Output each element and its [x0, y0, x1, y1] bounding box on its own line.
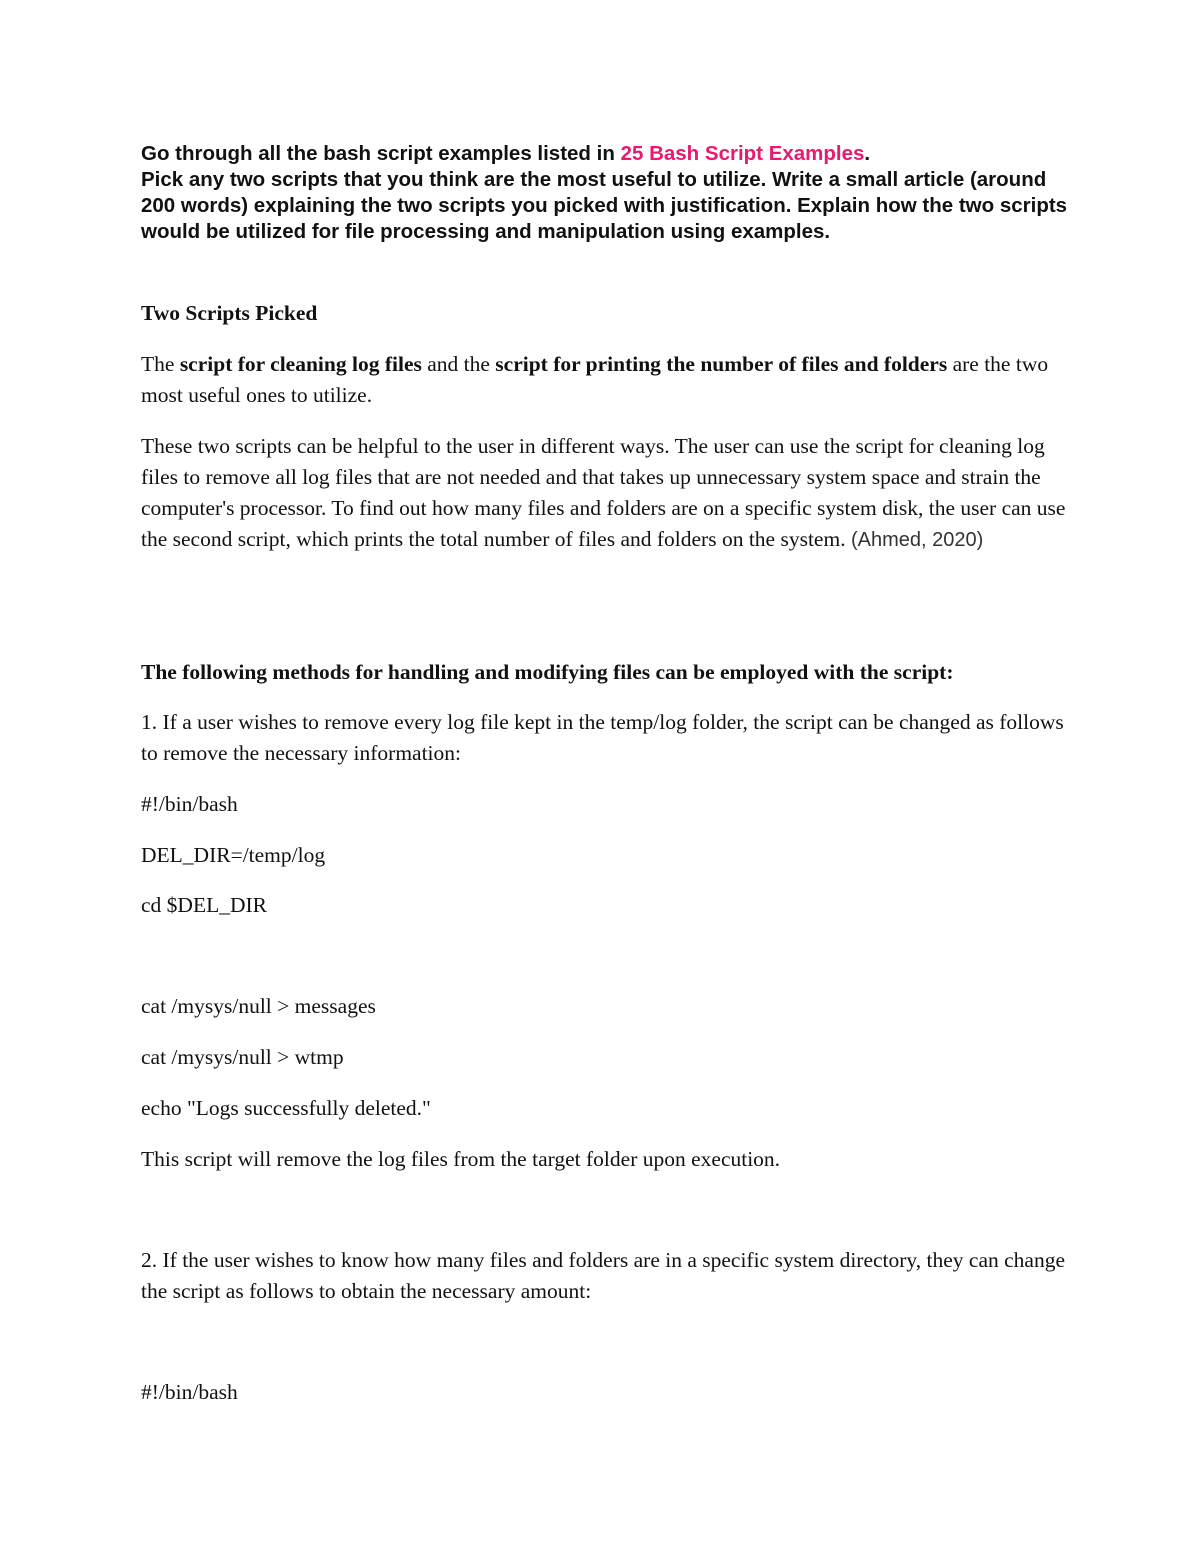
code-line: cat /mysys/null > messages [141, 994, 376, 1018]
method-item-2: 2. If the user wishes to know how many files and folders are in a specific system directory, they can change the script as follows to obtain the necessary amount: [141, 1248, 1066, 1303]
intro-text-c: and the [421, 352, 496, 376]
count-script-name: script for printing the number of files and folders [495, 352, 948, 376]
explanation-text: These two scripts can be helpful to the user in different ways. The user can use the script for cleaning log files to remove all log files that are not needed and that takes up unnecessary system space and strain the computer's processor. To find out how many files and folders are on a specific system disk, the user can use the second script, which prints the total number of files and folders on the system. [141, 434, 1066, 551]
section-heading-methods: The following methods for handling and modifying files can be employed with the script: [141, 660, 954, 684]
code-line: #!/bin/bash [141, 792, 238, 816]
intro-text-a: The [141, 352, 180, 376]
log-script-name: script for cleaning log files [179, 352, 422, 376]
bash-examples-link[interactable]: 25 Bash Script Examples [620, 142, 865, 165]
code-line: cat /mysys/null > wtmp [141, 1045, 344, 1069]
code-line: cd $DEL_DIR [141, 893, 267, 917]
method-item-1-note: This script will remove the log files from the target folder upon execution. [141, 1147, 781, 1171]
code-line: #!/bin/bash [141, 1380, 238, 1404]
explanation-paragraph [141, 431, 1071, 556]
code-line: echo "Logs successfully deleted." [141, 1096, 431, 1120]
prompt-intro: Go through all the bash script examples listed in [141, 142, 621, 165]
section-heading-two-scripts: Two Scripts Picked [141, 301, 318, 325]
code-line: DEL_DIR=/temp/log [141, 843, 326, 867]
method-item-1: 1. If a user wishes to remove every log file kept in the temp/log folder, the script can be changed as follows to remove the necessary information: [141, 710, 1064, 765]
assignment-prompt [141, 141, 1071, 245]
intro-text-e: are the two most useful ones to utilize. [141, 352, 1049, 407]
citation: (Ahmed, 2020) [850, 529, 984, 551]
prompt-instructions: Pick any two scripts that you think are the most useful to utilize. Write a small article (around 200 words) explaining the two scripts you picked with justification. Explain how the two scripts would be utilized for file processing and manipulation using examples. [141, 168, 1068, 243]
prompt-period: . [864, 142, 871, 165]
intro-paragraph [141, 349, 1071, 411]
